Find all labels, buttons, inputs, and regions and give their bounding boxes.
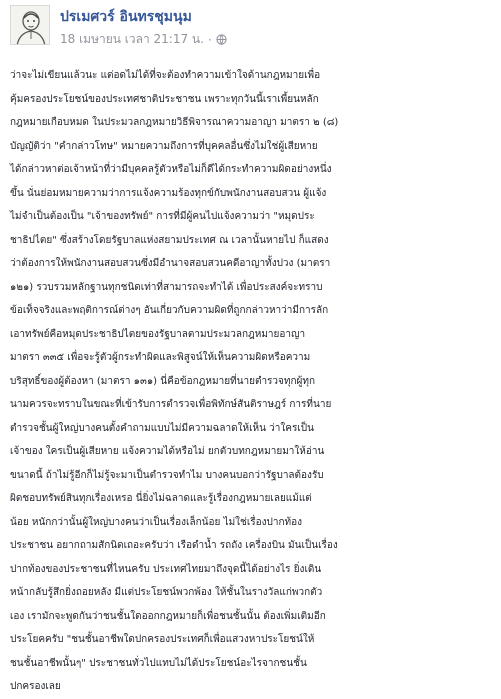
meta-separator: · <box>207 32 212 47</box>
post-text-line: ประชาชน อยากถามสักนิดเถอะครับว่า เรือดำน้ำ รถถัง เครื่องบิน มันเป็นเรื่อง <box>10 540 338 551</box>
post-text-line: ได้กล่าวหาต่อเจ้าหน้าที่ว่ามีบุคคลรู้ตัวหรือไม่ก็ดีได้กระทำความผิดอย่างหนึ่ง <box>10 164 332 175</box>
post-text-line: บริสุทธิ์ของผู้ต้องหา (มาตรา ๑๓๑) นี่คือข้อกฎหมายที่นายตำรวจทุกผู้ทุก <box>10 375 316 387</box>
post-timestamp-link[interactable]: 18 เมษายน เวลา 21:17 น. <box>60 32 204 46</box>
post-text-line: ชาธิปไตย" ซึ่งสร้างโดยรัฐบาลแห่งสยามประเทศ ณ เวลานั้นหายไป ก็แสดง <box>10 234 329 246</box>
post-text-line: ชนชั้นอาชีพนั้นๆ" ประชาชนทั่วไปแทบไม่ได้ประโยชน์อะไรจากชนชั้น <box>10 657 307 669</box>
post-text-line: ปกครองเลย <box>10 681 61 692</box>
post-text-line: ๑๒๑) รวบรวมหลักฐานทุกชนิดเท่าที่สามารถจะทำได้ เพื่อประสงค์จะทราบ <box>10 281 323 293</box>
post-text-line: ว่าต้องการให้พนักงานสอบสวนซึ่งมีอำนาจสอบสวนคดีอาญาทั้งปวง (มาตรา <box>10 258 331 269</box>
post-text-line: เอาทรัพย์คือหมุดประชาธิปไตยของรัฐบาลตามประมวลกฎหมายอาญา <box>10 328 306 340</box>
post-text-line: ขึ้น นั่นย่อมหมายความว่าการแจ้งความร้องทุกข์กับพนักงานสอบสวน ผู้แจ้ง <box>10 187 327 199</box>
post-text-line: น้อย หนักกว่านั้นผู้ใหญ่บางคนว่าเป็นเรื่องเล็กน้อย ไม่ใช่เรื่องปากท้อง <box>10 516 303 528</box>
author-name-link[interactable]: ปรเมศวร์ อินทรชุมนุม <box>60 9 192 25</box>
post-text-line: ผิดชอบทรัพย์สินทุกเรื่องเหรอ นี่ยิ่งไม่ฉลาดและรู้เรื่องกฎหมายเลยแม้แต่ <box>10 493 312 504</box>
author-avatar[interactable] <box>10 5 50 45</box>
post-meta <box>60 30 227 49</box>
post-text-line: คุ้มครองประโยชน์ของประเทศชาติประชาชน เพราะทุกวันนี้เราเพี้ยนหลัก <box>10 93 319 105</box>
post-text-line: นามควรจะทราบในขณะที่เข้ารับการตำรวจเพื่อพิทักษ์สันติราษฎร์ การที่นาย <box>10 399 332 410</box>
post-text-line: ไม่จำเป็นต้องเป็น "เจ้าของทรัพย์" การที่มีผู้คนไปแจ้งความว่า "หมุดประ <box>10 211 315 222</box>
globe-icon[interactable] <box>216 34 227 45</box>
avatar-sketch-icon <box>11 6 50 45</box>
post-text-line: ปากท้องของประชาชนที่ไหนครับ ประเทศไทยมาถึงจุดนี้ได้อย่างไร ยิ่งเดิน <box>10 563 322 575</box>
post-header <box>10 5 490 51</box>
post-text-line: เอง เรามักจะพูดกันว่าชนชั้นใดออกกฎหมายก็เพื่อชนชั้นนั้น ต้องเพิ่มเติมอีก <box>10 610 326 622</box>
post-text-line: ประโยคครับ "ชนชั้นอาชีพใดปกครองประเทศก็เพื่อแสวงหาประโยชน์ให้ <box>10 634 315 645</box>
post-text-line: ว่าจะไม่เขียนแล้วนะ แต่อดไม่ได้ที่จะต้องทำความเข้าใจด้านกฎหมายเพื่อ <box>10 70 321 81</box>
post-text-line: มาตรา ๓๓๕ เพื่อจะรู้ตัวผู้กระทำผิดและพิสูจน์ให้เห็นความผิดหรือความ <box>10 352 311 363</box>
post-body-text <box>10 64 496 699</box>
post-text-line: หน้ากลับรู้สึกยิ่งถอยหลัง มีแต่ประโยชน์พวกพ้อง ให้ชั้นในรางวัลแก่พวกตัว <box>10 587 323 598</box>
post-text-line: ตำรวจชั้นผู้ใหญ่บางคนตั้งคำถามแบบไม่มีความฉลาดให้เห็น ว่าใครเป็น <box>10 422 314 434</box>
post-text-line: เจ้าของ ใครเป็นผู้เสียหาย แจ้งความได้หรือไม่ ยกตัวบทกฎหมายมาให้อ่าน <box>10 446 325 457</box>
post-text-line: บัญญัติว่า "คำกล่าวโทษ" หมายความถึงการที่บุคคลอื่นซึ่งไม่ใช่ผู้เสียหาย <box>10 140 318 152</box>
post-text-line: กฎหมายเกือบหมด ในประมวลกฎหมายวิธีพิจารณาความอาญา มาตรา ๒ (๘) <box>10 117 339 128</box>
post-text-line: ข้อเท็จจริงและพฤติการณ์ต่างๆ อันเกี่ยวกับความผิดที่ถูกกล่าวหาว่ามีการลัก <box>10 305 329 316</box>
post-text-line: ขนาดนี้ ถ้าไม่รู้อีกก็ไม่รู้จะมาเป็นตำรวจทำไม บางคนบอกว่ารัฐบาลต้องรับ <box>10 469 324 481</box>
